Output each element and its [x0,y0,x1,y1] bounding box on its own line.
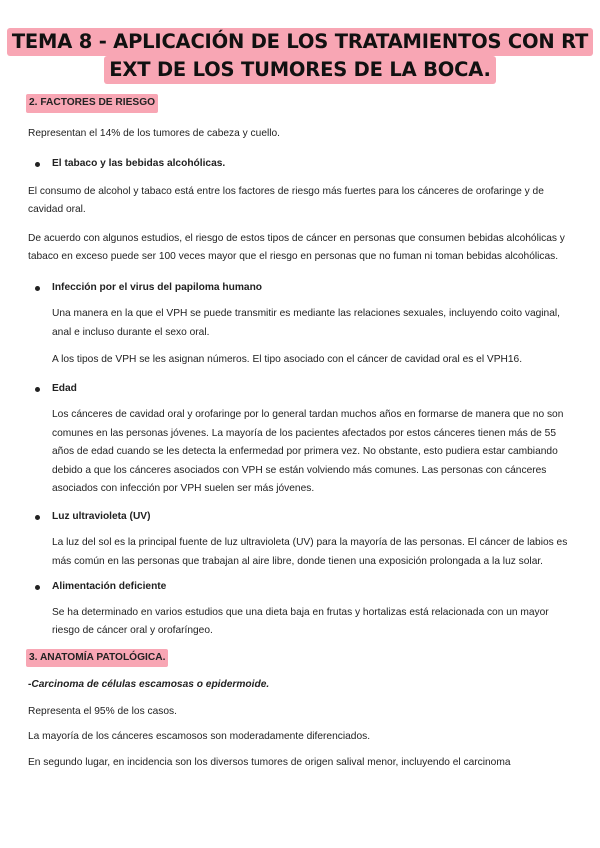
paragraph-alimentacion-1: Se ha determinado en varios estudios que una dieta baja en frutas y hortalizas está relacionada con un mayor riesgo de cáncer oral y orofaríngeo. [52,606,549,636]
bullet-label: Alimentación deficiente [52,581,167,592]
bullet-dot-icon [35,387,40,392]
bullet-dot-icon [35,585,40,590]
bullet-label: Luz ultravioleta (UV) [52,510,151,522]
bullet-vph [28,279,576,298]
paragraph-tabaco-2: De acuerdo con algunos estudios, el riesgo de estos tipos de cáncer en personas que consumen bebidas alcohólicas y tabaco en exceso puede ser 100 veces mayor que el riesgo en personas que no fuman ni toman bebidas alcohólicas. [28,232,565,262]
paragraph-anatomia-3: En segundo lugar, en incidencia son los diversos tumores de origen salival menor, incluyendo el carcinoma [28,756,511,768]
paragraph-vph-1: Una manera en la que el VPH se puede transmitir es mediante las relaciones sexuales, incluyendo coito vaginal, anal e incluso durante el sexo oral. [52,308,560,338]
title-line-2: EXT DE LOS TUMORES DE LA BOCA. [104,56,495,84]
bullet-tabaco [28,155,576,174]
document-title [0,0,600,84]
paragraph-anatomia-2: La mayoría de los cánceres escamosos son moderadamente diferenciados. [28,731,371,742]
bullet-dot-icon [35,162,40,167]
bullet-alimentacion [28,578,576,597]
paragraph-tabaco-1: El consumo de alcohol y tabaco está entre los factores de riesgo más fuertes para los cánceres de orofaringe y de cavidad oral. [28,185,544,215]
bullet-dot-icon [35,286,40,291]
subheading-carcinoma: -Carcinoma de células escamosas o epidermoide. [28,679,270,690]
bullet-uv [28,508,576,527]
section-heading-factores: 2. FACTORES DE RIESGO [26,94,158,113]
bullet-label: Edad [52,382,77,394]
bullet-label: El tabaco y las bebidas alcohólicas. [52,158,226,169]
document-body [28,94,576,772]
bullet-dot-icon [35,515,40,520]
paragraph-uv-1: La luz del sol es la principal fuente de luz ultravioleta (UV) para la mayoría de las personas. El cáncer de labios es más común en las personas que trabajan al aire libre, donde tienen una exposición prolongada a la luz solar. [52,537,568,567]
paragraph-edad-1: Los cánceres de cavidad oral y orofaringe por lo general tardan muchos años en formarse de manera que no son comunes en las personas jóvenes. La mayoría de los pacientes afectados por estos cánceres tienen más de 55 años de edad cuando se les detecta la enfermedad por primera vez. No obstante, esto pudiera estar cambiando debido a que los cánceres asociados con VPH se están volviendo más comunes. Las personas con cánceres asociados con infección por VPH suelen ser más jóvenes. [52,409,564,494]
bullet-label: Infección por el virus del papiloma humano [52,281,263,293]
title-line-1: TEMA 8 - APLICACIÓN DE LOS TRATAMIENTOS CON RT [7,28,593,56]
paragraph-vph-2: A los tipos de VPH se les asignan números. El tipo asociado con el cáncer de cavidad oral es el VPH16. [52,354,523,365]
paragraph-anatomia-1: Representa el 95% de los casos. [28,705,177,717]
bullet-edad [28,380,576,399]
section-heading-anatomia: 3. ANATOMÍA PATOLÓGICA. [26,649,168,668]
paragraph-intro: Representan el 14% de los tumores de cabeza y cuello. [28,127,281,139]
